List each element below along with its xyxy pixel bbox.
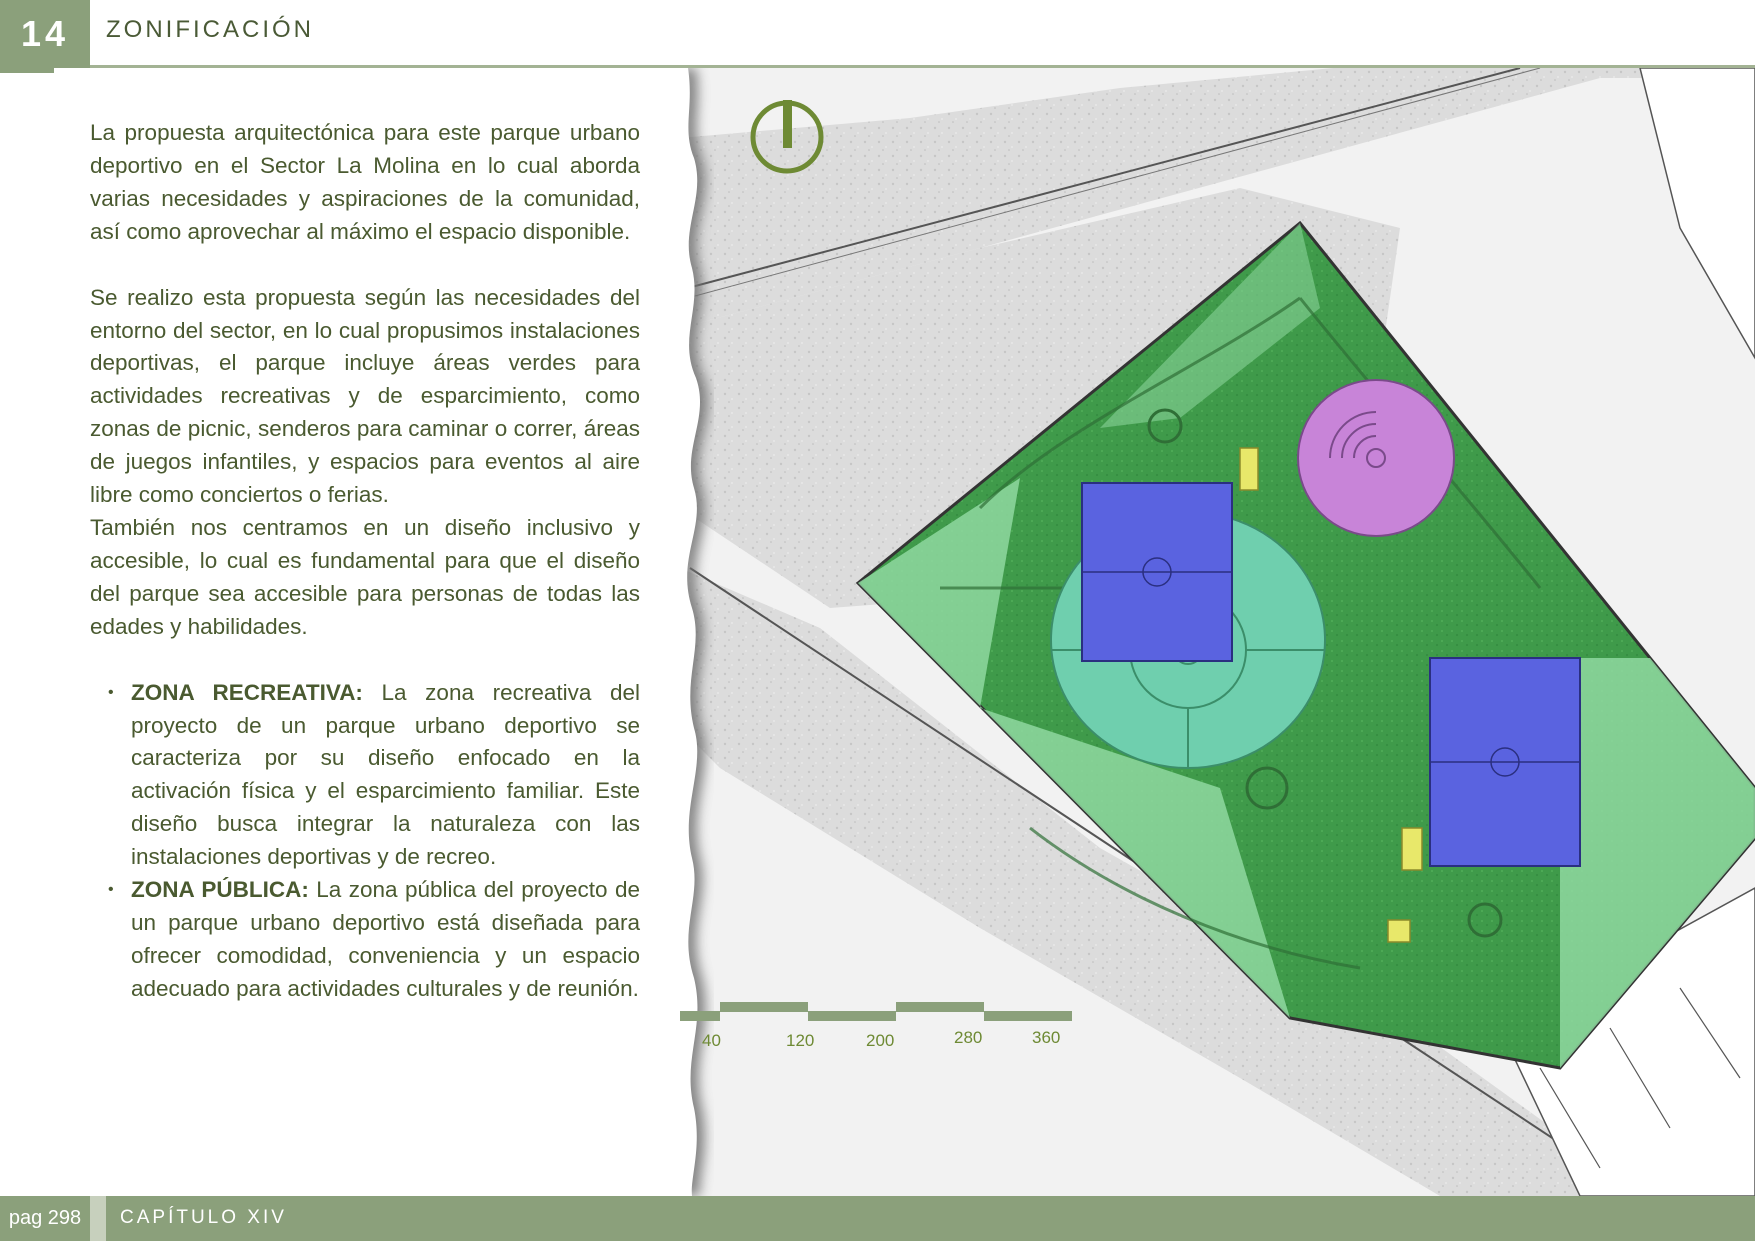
footer-divider bbox=[90, 1196, 106, 1241]
page-number: pag 298 bbox=[0, 1196, 90, 1241]
zone-item-publica bbox=[131, 874, 640, 1006]
zone-term: ZONA PÚBLICA: bbox=[131, 877, 309, 903]
paragraph-inclusive: También nos centramos en un diseño inclusivo y accesible, lo cual es fundamental para que el diseño del parque sea accesible para personas de todas las edades y habilidades. bbox=[90, 514, 640, 639]
body-text bbox=[90, 117, 640, 1006]
page-title: ZONIFICACIÓN bbox=[106, 16, 314, 43]
kiosk bbox=[1240, 448, 1258, 490]
scale-label: 360 bbox=[1032, 1028, 1061, 1047]
paragraph-needs: Se realizo esta propuesta según las necesidades del entorno del sector, en lo cual propusimos instalaciones deportivas, el parque incluye áreas verdes para actividades recreativas y de esparcimiento, como zonas de picnic, senderos para caminar o correr, áreas de juegos infantiles, y espacios para eventos al aire libre como conciertos o ferias. bbox=[90, 284, 640, 508]
scale-label: 40 bbox=[702, 1031, 721, 1050]
header-accent bbox=[0, 68, 54, 73]
zone-item-recreativa bbox=[131, 677, 640, 874]
zoning-plan bbox=[680, 68, 1755, 1196]
scale-label: 200 bbox=[866, 1031, 895, 1050]
zone-list bbox=[90, 677, 640, 1006]
chapter-label: CAPÍTULO XIV bbox=[120, 1207, 287, 1228]
scale-label: 120 bbox=[786, 1031, 815, 1050]
zone-description: La zona pública del proyecto de un parque urbano deportivo está diseñada para ofrecer comodidad, conveniencia y un espacio adecuado para actividades culturales y de reunión. bbox=[131, 877, 640, 1001]
zone-description: La zona recreativa del proyecto de un parque urbano deportivo se caracteriza por su diseño enfocado en la activación física y el esparcimiento familiar. Este diseño busca integrar la naturaleza con las instalaciones deportivas y de recreo. bbox=[131, 679, 640, 870]
scale-label: 280 bbox=[954, 1028, 983, 1047]
page-footer bbox=[0, 1196, 1755, 1241]
kiosk bbox=[1388, 920, 1410, 942]
kiosk bbox=[1402, 828, 1422, 870]
page-header bbox=[0, 0, 1755, 68]
paragraph-intro: La propuesta arquitectónica para este parque urbano deportivo en el Sector La Molina en lo cual aborda varias necesidades y aspiraciones de la comunidad, así como aprovechar al máximo el espacio disponible. bbox=[90, 120, 640, 244]
amphitheater bbox=[1298, 380, 1454, 536]
zone-term: ZONA RECREATIVA: bbox=[131, 679, 363, 705]
chapter-number: 14 bbox=[0, 0, 90, 68]
